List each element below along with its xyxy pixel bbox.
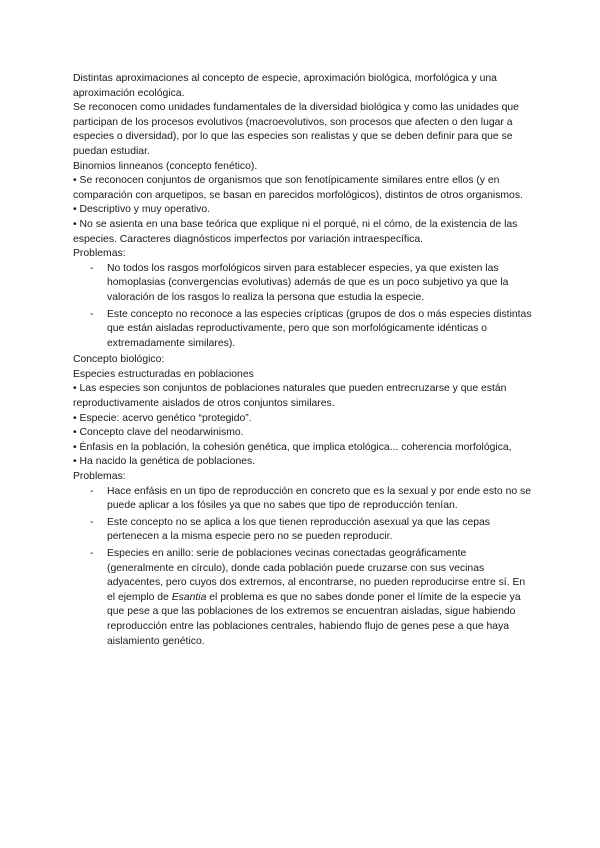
- list-item: - Hace enfásis en un tipo de reproducción en concreto que es la sexual y por ende esto no se puede aplicar a los fósiles ya que no sabes que tipo de reproducción tenían.: [73, 485, 533, 514]
- list-item: - Este concepto no reconoce a las especies crípticas (grupos de dos o más especies distintas que están aisladas reproductivamente, pero que son morfológicamente idénticas o extremadamente similares).: [73, 308, 533, 352]
- phenetic-point: • No se asienta en una base teórica que explique ni el porqué, ni el cómo, de la existencia de las especies. Caracteres diagnósticos imperfectos por variación intraespecífica.: [73, 218, 518, 245]
- biological-heading: Concepto biológico:: [73, 354, 165, 366]
- biological-problems-list: [73, 485, 533, 650]
- biological-point: • Especie: acervo genético “protegido”.: [73, 412, 252, 424]
- biological-subheading: Especies estructuradas en poblaciones: [73, 368, 254, 380]
- ring-text-before: Especies en anillo: serie de poblaciones vecinas conectadas geográficamente (generalmente en círculo), donde cada población puede cruzarse con sus vecinas adyacentes, pero cuyos dos extremos, al encontrarse, no pueden reproducirse entre sí. En el ejemplo de: [107, 548, 526, 603]
- phenetic-heading: Binomios linneanos (concepto fenético).: [73, 160, 258, 172]
- phenetic-point: • Se reconocen conjuntos de organismos que son fenotípicamente similares entre ellos (y en comparación con arquetipos, se basan en parecidos morfológicos), distintos de otros organismos.: [73, 175, 523, 201]
- intro-paragraph-2: Se reconocen como unidades fundamentales de la diversidad biológica y como las unidades que participan de los procesos evolutivos (macroevolutivos, son procesos que afecten o den lugar a especies o diversidad), por lo que las especies son realistas y que se deben definir para que se puedan estudiar.: [73, 102, 519, 157]
- list-item: - No todos los rasgos morfológicos sirven para establecer especies, ya que existen las homoplasias (convergencias evolutivas) además de que es un poco subjetivo ya que la valoración de los rasgos lo realiza la persona que estudia la especie.: [73, 262, 533, 306]
- list-item-ring-species: [73, 547, 533, 649]
- phenetic-problems-label: Problemas:: [73, 248, 126, 260]
- biological-point: • Concepto clave del neodarwinismo.: [73, 427, 244, 439]
- species-name-italic: Esantia: [171, 591, 207, 603]
- biological-point: • Las especies son conjuntos de poblaciones naturales que pueden entrecruzarse y que están reproductivamente aislados de otros conjuntos similares.: [73, 383, 507, 410]
- intro-paragraph: Distintas aproximaciones al concepto de especie, aproximación biológica, morfológica y una aproximación ecológica.: [73, 73, 497, 99]
- ring-text-after: el problema es que no sabes donde poner el límite de la especie ya que pese a que las poblaciones de los extremos se encuentran aisladas, sigue habiendo reproducción entre las poblaciones centrales, habiendo flujo de genes pese a que haya aislamiento genético.: [107, 591, 521, 647]
- phenetic-point: • Descriptivo y muy operativo.: [73, 204, 211, 216]
- biological-point: • Ha nacido la genética de poblaciones.: [73, 456, 256, 468]
- document-body: [73, 72, 533, 651]
- list-item: - Este concepto no se aplica a los que tienen reproducción asexual ya que las cepas pertenecen a la misma especie pero no se pueden reproducir.: [73, 516, 533, 545]
- phenetic-problems-list: [73, 262, 533, 352]
- biological-problems-label: Problemas:: [73, 471, 126, 483]
- biological-point: • Énfasis en la población, la cohesión genética, que implica etológica... coherencia morfológica,: [73, 441, 512, 453]
